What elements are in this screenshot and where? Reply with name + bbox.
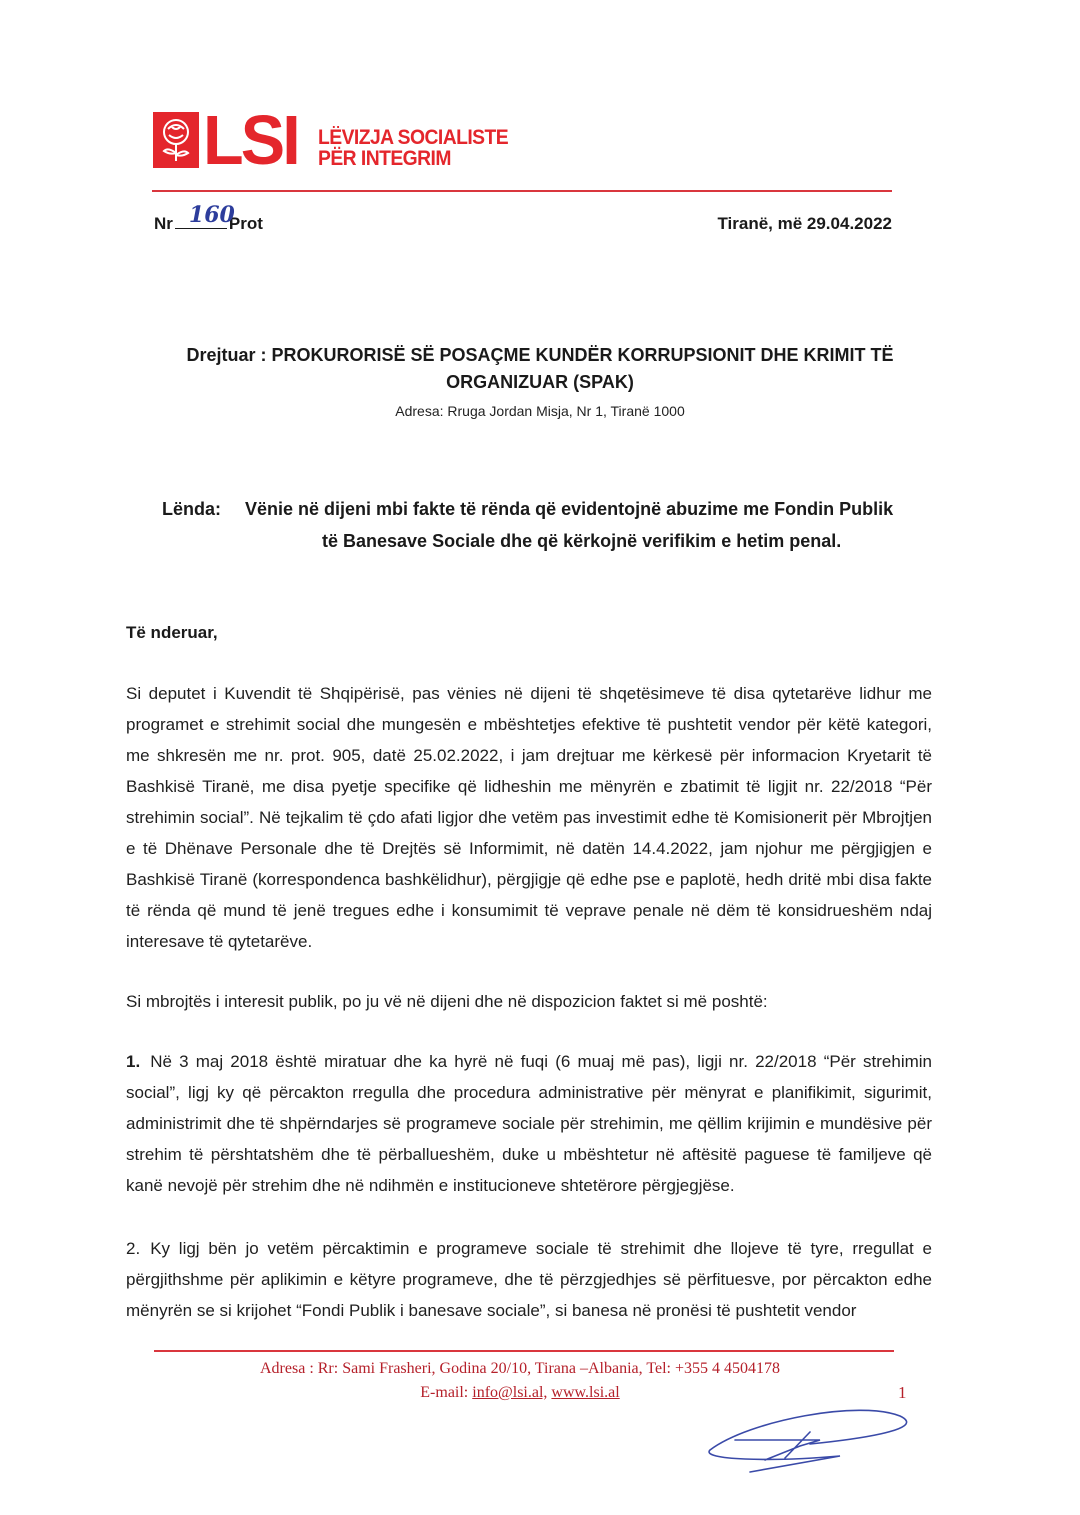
salutation: Të nderuar, xyxy=(126,623,218,642)
body-paragraph: Si deputet i Kuvendit të Shqipërisë, pas vënies në dijeni të shqetësimeve të disa qytetarëve lidhur me programet e strehimit social dhe mungesën e mbështetjes efektive të pushtetit vendor për këtë kategori, me shkresën me nr. prot. 905, datë 25.02.2022, i jam drejtuar me kërkesë për informacion Kryetarit të Bashkisë Tiranë, me disa pyetje specifike që lidheshin me mënyrën e zbatimit të ligjit nr. 22/2018 “Për strehimin social”. Në tejkalim të çdo afati ligjor dhe vetëm pas investimit edhe të Komisionerit për Mbrojtjen e të Dhënave Personale dhe të Drejtës së Informimit, në datën 14.4.2022, jam njohur me përgjigjen e Bashkisë Tiranë (korrespondenca bashkëlidhur), përgjigje që edhe pse e paplotë, hedh dritë mbi disa fakte të rënda që mund të jenë tregues edhe i konsumimit të veprave penale në dëm të konsidrueshëm ndaj interesave të qytetarëve. xyxy=(126,684,932,951)
paragraph-text: Në 3 maj 2018 është miratuar dhe ka hyrë në fuqi (6 muaj më pas), ligji nr. 22/2018 “Për strehimin social”, ligj ky që përcakton rregulla dhe procedura administrative për mënyrat e planifikimit, sigurimit, administrimit dhe të shpërndarjes së programeve sociale për strehimin, me qëllim krijimin e mundësive për strehim të përshtatshëm dhe të përballueshëm, duke u mbështetur në aftësitë paguese të familjeve që kanë nevojë për strehim dhe në ndihmën e institucioneve shtetërore përgjegjëse. xyxy=(126,1052,932,1195)
nr-handwritten-value: 160 xyxy=(188,202,235,228)
subject-label: Lënda: xyxy=(162,499,222,519)
org-name-line2: PËR INTEGRIM xyxy=(318,147,451,170)
body-paragraph: Si mbrojtës i interesit publik, po ju vë në dijeni dhe në dispozicion faktet si më poshtë: xyxy=(126,992,768,1011)
subject xyxy=(162,493,942,557)
org-name-line1: LËVIZJA SOCIALISTE xyxy=(318,126,509,149)
recipient-address: Adresa: Rruga Jordan Misja, Nr 1, Tiranë 1000 xyxy=(395,403,685,419)
logo-text: LSI xyxy=(203,101,298,179)
numbered-paragraph xyxy=(126,1046,932,1201)
paragraph-number: 2. xyxy=(126,1239,141,1258)
header-divider xyxy=(152,190,892,192)
page-number: 1 xyxy=(898,1383,907,1402)
party-logo xyxy=(153,101,303,179)
subject-line2: të Banesave Sociale dhe që kërkojnë verifikim e hetim penal. xyxy=(322,531,842,551)
paragraph-number: 1. xyxy=(126,1052,141,1071)
email-link[interactable]: info@lsi.al, xyxy=(472,1384,548,1401)
paragraph-text: Ky ligj bën jo vetëm përcaktimin e programeve sociale të strehimit dhe llojeve të tyre, rregullat e përgjithshme për aplikimin e këtyre programeve, dhe të përzgjedhjes së përfituesve, por përcakton edhe mënyrën se si krijohet “Fondi Publik i banesave sociale”, si banesa në pronësi të pushtetit vendor xyxy=(126,1239,932,1320)
recipient-line1: Drejtuar : PROKURORISË SË POSAÇME KUNDËR KORRUPSIONIT DHE KRIMIT TË xyxy=(186,345,894,365)
prot-label: Prot xyxy=(228,214,263,233)
nr-field xyxy=(175,202,235,229)
numbered-paragraph xyxy=(126,1233,932,1326)
nr-label: Nr xyxy=(154,214,173,233)
organization-name xyxy=(318,127,508,169)
rose-icon xyxy=(153,112,199,168)
place-date: Tiranë, më 29.04.2022 xyxy=(717,214,892,233)
footer-divider xyxy=(154,1350,894,1352)
subject-line1: Vënie në dijeni mbi fakte të rënda që evidentojnë abuzime me Fondin Publik xyxy=(245,499,894,519)
recipient-line2: ORGANIZUAR (SPAK) xyxy=(446,372,634,392)
protocol-number xyxy=(154,202,263,234)
website-link[interactable]: www.lsi.al xyxy=(551,1384,620,1401)
footer-address: Adresa : Rr: Sami Frasheri, Godina 20/10, Tirana –Albania, Tel: +355 4 4504178 xyxy=(260,1360,780,1377)
signature xyxy=(690,1400,930,1480)
email-label: E-mail: xyxy=(420,1384,469,1401)
